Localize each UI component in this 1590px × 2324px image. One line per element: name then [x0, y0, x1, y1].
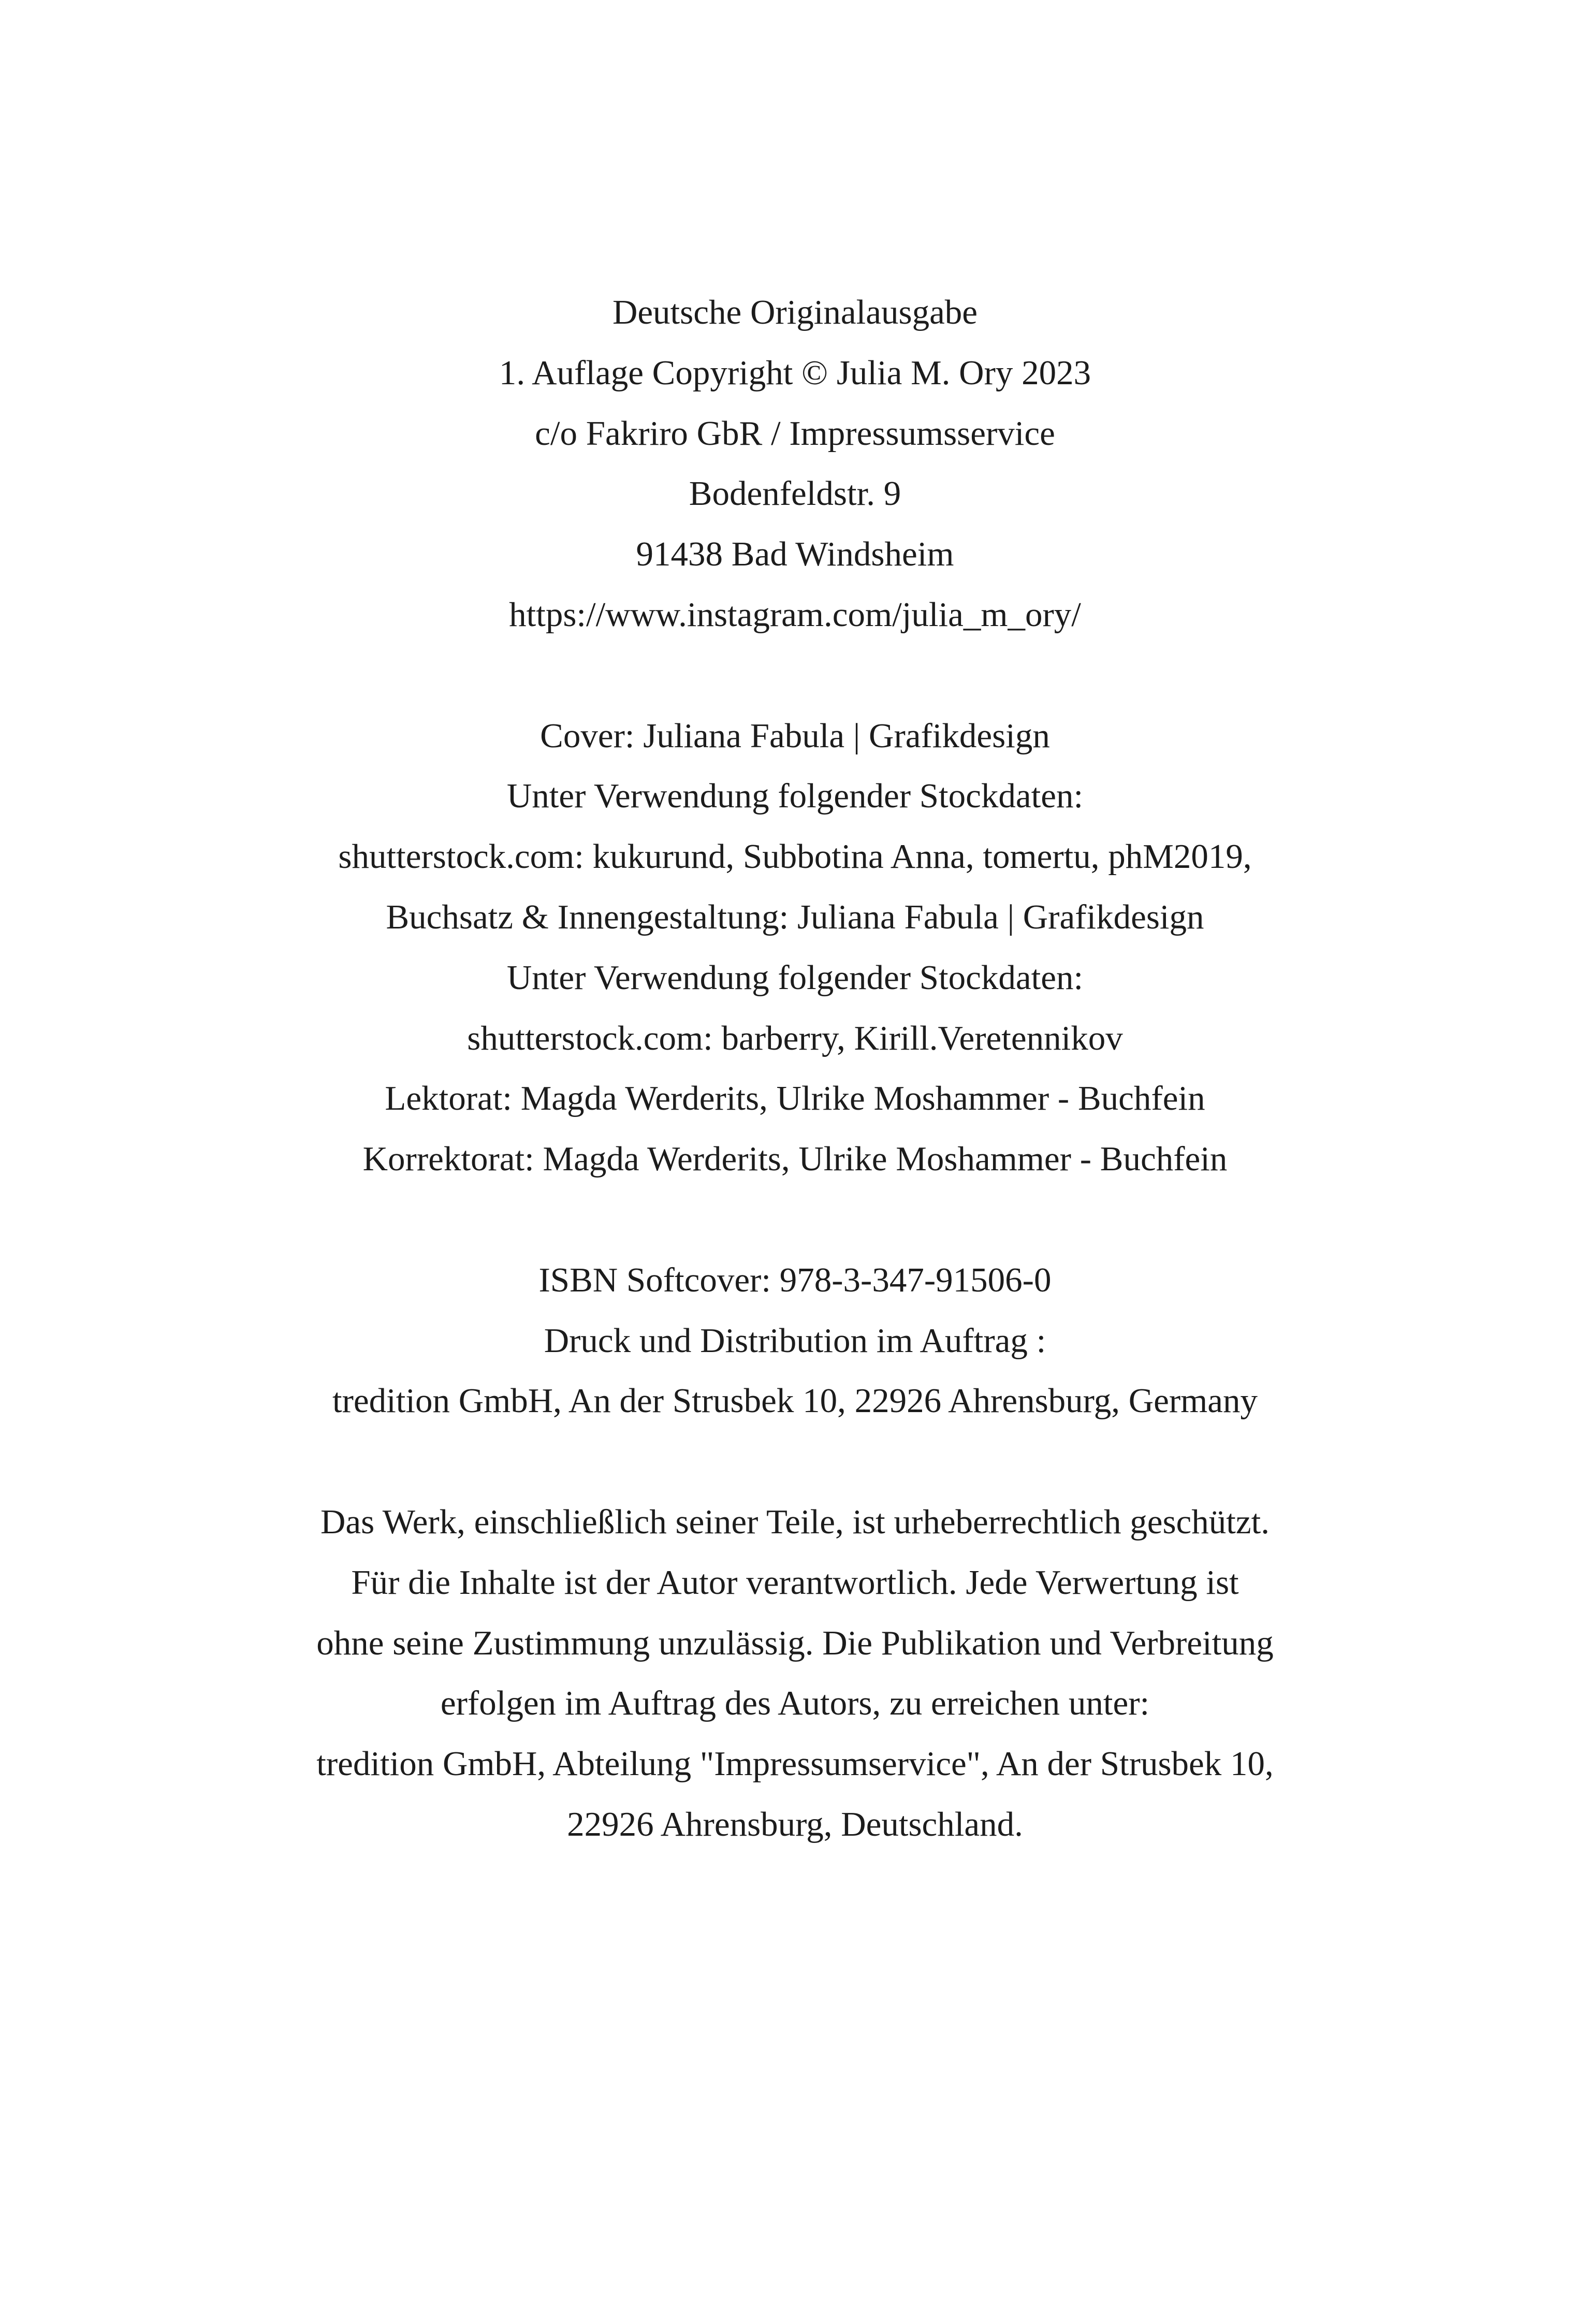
legal-line: 22926 Ahrensburg, Deutschland. — [567, 1805, 1023, 1843]
imprint-text — [0, 282, 1590, 1855]
address-care-of-line: c/o Fakriro GbR / Impressumsservice — [535, 414, 1055, 453]
isbn-line: ISBN Softcover: 978-3-347-91506-0 — [538, 1260, 1052, 1299]
proofreading-credit-line: Korrektorat: Magda Werderits, Ulrike Moshammer - Buchfein — [362, 1140, 1228, 1179]
legal-line: tredition GmbH, Abteilung "Impressumservice", An der Strusbek 10, — [316, 1745, 1274, 1783]
cover-credit-line: Cover: Juliana Fabula | Grafikdesign — [540, 716, 1050, 755]
publication-block — [0, 282, 1590, 645]
legal-line: erfolgen im Auftrag des Autors, zu erreichen unter: — [440, 1684, 1150, 1723]
address-street-line: Bodenfeldstr. 9 — [689, 474, 901, 513]
credits-block — [0, 706, 1590, 1189]
typesetting-credit-line: Buchsatz & Innengestaltung: Juliana Fabula | Grafikdesign — [386, 897, 1204, 936]
interior-stock-intro-line: Unter Verwendung folgender Stockdaten: — [506, 958, 1084, 997]
edition-line: Deutsche Originalausgabe — [612, 293, 978, 331]
legal-line: Das Werk, einschließlich seiner Teile, ist urheberrechtlich geschützt. — [320, 1502, 1270, 1541]
cover-stock-sources-line: shutterstock.com: kukurund, Subbotina Anna, tomertu, phM2019, — [338, 837, 1252, 876]
legal-notice-block — [0, 1492, 1590, 1855]
address-city-line: 91438 Bad Windsheim — [636, 535, 954, 574]
distribution-block — [0, 1250, 1590, 1431]
cover-stock-intro-line: Unter Verwendung folgender Stockdaten: — [506, 777, 1084, 816]
legal-line: ohne seine Zustimmung unzulässig. Die Publikation und Verbreitung — [316, 1623, 1274, 1662]
instagram-url-line: https://www.instagram.com/julia_m_ory/ — [509, 595, 1081, 634]
distribution-intro-line: Druck und Distribution im Auftrag : — [544, 1321, 1046, 1360]
interior-stock-sources-line: shutterstock.com: barberry, Kirill.Veretennikov — [467, 1019, 1123, 1057]
legal-line: Für die Inhalte ist der Autor verantwortlich. Jede Verwertung ist — [351, 1563, 1239, 1602]
editing-credit-line: Lektorat: Magda Werderits, Ulrike Moshammer - Buchfein — [385, 1079, 1205, 1118]
copyright-line: 1. Auflage Copyright © Julia M. Ory 2023 — [499, 353, 1091, 392]
distributor-address-line: tredition GmbH, An der Strusbek 10, 22926 Ahrensburg, Germany — [332, 1382, 1258, 1420]
